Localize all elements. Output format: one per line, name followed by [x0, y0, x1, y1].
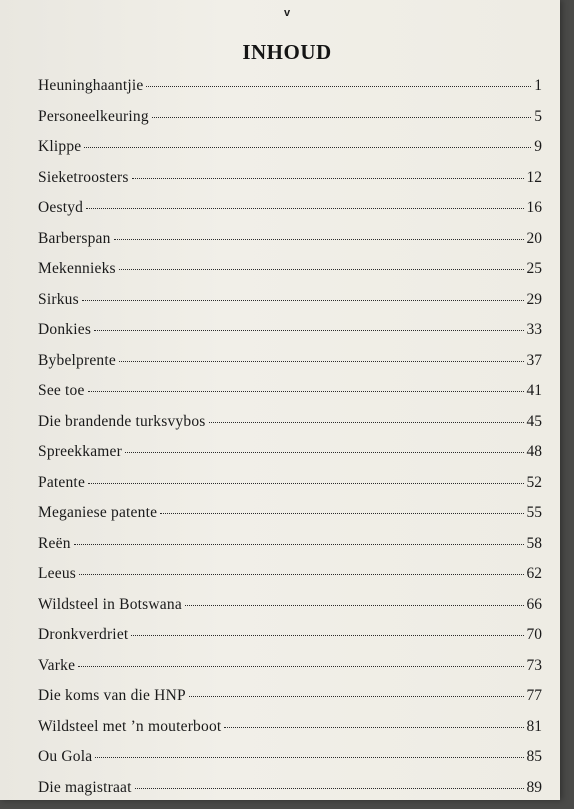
dot-leader	[82, 300, 524, 301]
toc-entry-page: 20	[527, 230, 543, 248]
toc-entry-title: Ou Gola	[38, 748, 92, 766]
toc-entry-title: Mekennieks	[38, 260, 116, 278]
toc-entry	[38, 565, 542, 596]
toc-entry-page: 29	[527, 291, 543, 309]
dot-leader	[131, 635, 523, 636]
dot-leader	[125, 452, 524, 453]
dot-leader	[135, 788, 524, 789]
toc-entry-title: Wildsteel met ’n mouterboot	[38, 718, 221, 736]
dot-leader	[84, 147, 531, 148]
toc-entry-title: Donkies	[38, 321, 91, 339]
table-of-contents	[38, 77, 542, 809]
toc-entry-title: Barberspan	[38, 230, 111, 248]
toc-entry-title: Varke	[38, 657, 75, 675]
dot-leader	[78, 666, 523, 667]
toc-entry-page: 89	[527, 779, 543, 797]
toc-entry-title: Reën	[38, 535, 71, 553]
toc-entry-page: 55	[527, 504, 543, 522]
toc-entry-title: Patente	[38, 474, 85, 492]
toc-entry	[38, 321, 542, 352]
toc-entry-title: Wildsteel in Botswana	[38, 596, 182, 614]
dot-leader	[114, 239, 524, 240]
toc-entry-title: Sirkus	[38, 291, 79, 309]
toc-entry	[38, 138, 542, 169]
toc-entry-page: 37	[527, 352, 543, 370]
page-number-roman: v	[0, 7, 574, 19]
toc-entry-title: Die magistraat	[38, 779, 132, 797]
toc-entry-page: 58	[527, 535, 543, 553]
toc-entry	[38, 169, 542, 200]
toc-entry	[38, 77, 542, 108]
toc-entry	[38, 443, 542, 474]
toc-entry-title: Sieketroosters	[38, 169, 129, 187]
dot-leader	[160, 513, 523, 514]
toc-entry-title: Bybelprente	[38, 352, 116, 370]
dot-leader	[79, 574, 523, 575]
page-title: INHOUD	[0, 40, 574, 65]
dot-leader	[146, 86, 531, 87]
dot-leader	[189, 696, 524, 697]
toc-entry-title: Die koms van die HNP	[38, 687, 186, 705]
toc-entry	[38, 230, 542, 261]
toc-entry	[38, 748, 542, 779]
toc-entry-title: Dronkverdriet	[38, 626, 128, 644]
dot-leader	[224, 727, 523, 728]
toc-entry-title: Leeus	[38, 565, 76, 583]
toc-entry	[38, 474, 542, 505]
toc-entry-page: 1	[534, 77, 542, 95]
toc-entry-page: 52	[527, 474, 543, 492]
toc-entry	[38, 596, 542, 627]
toc-entry-page: 5	[534, 108, 542, 126]
toc-entry-page: 48	[527, 443, 543, 461]
toc-entry-page: 62	[527, 565, 543, 583]
toc-entry-page: 73	[527, 657, 543, 675]
toc-entry	[38, 352, 542, 383]
toc-entry-page: 45	[527, 413, 543, 431]
toc-entry-title: See toe	[38, 382, 85, 400]
toc-entry-page: 41	[527, 382, 543, 400]
toc-entry-title: Oestyd	[38, 199, 83, 217]
dot-leader	[94, 330, 523, 331]
toc-entry-page: 66	[527, 596, 543, 614]
toc-entry	[38, 413, 542, 444]
toc-entry	[38, 718, 542, 749]
toc-entry-page: 9	[534, 138, 542, 156]
dot-leader	[132, 178, 524, 179]
toc-entry-title: Klippe	[38, 138, 81, 156]
toc-entry	[38, 382, 542, 413]
toc-entry	[38, 687, 542, 718]
dot-leader	[119, 269, 524, 270]
toc-entry	[38, 504, 542, 535]
toc-entry-page: 70	[527, 626, 543, 644]
dot-leader	[95, 757, 523, 758]
toc-entry-page: 81	[527, 718, 543, 736]
toc-entry-page: 16	[527, 199, 543, 217]
toc-entry-page: 25	[527, 260, 543, 278]
toc-entry-title: Heuninghaantjie	[38, 77, 143, 95]
dot-leader	[86, 208, 523, 209]
toc-entry	[38, 626, 542, 657]
toc-entry	[38, 657, 542, 688]
dot-leader	[119, 361, 524, 362]
dot-leader	[88, 483, 523, 484]
dot-leader	[152, 117, 531, 118]
toc-entry-title: Spreekkamer	[38, 443, 122, 461]
toc-entry-page: 33	[527, 321, 543, 339]
dot-leader	[185, 605, 524, 606]
toc-entry-title: Die brandende turksvybos	[38, 413, 206, 431]
toc-entry	[38, 291, 542, 322]
dot-leader	[209, 422, 524, 423]
toc-entry-title: Personeelkeuring	[38, 108, 149, 126]
toc-entry-page: 12	[527, 169, 543, 187]
toc-entry	[38, 779, 542, 809]
toc-entry	[38, 199, 542, 230]
dot-leader	[74, 544, 524, 545]
dot-leader	[88, 391, 524, 392]
toc-entry-title: Meganiese patente	[38, 504, 157, 522]
toc-entry-page: 77	[527, 687, 543, 705]
toc-entry	[38, 108, 542, 139]
toc-entry	[38, 260, 542, 291]
toc-entry	[38, 535, 542, 566]
toc-entry-page: 85	[527, 748, 543, 766]
